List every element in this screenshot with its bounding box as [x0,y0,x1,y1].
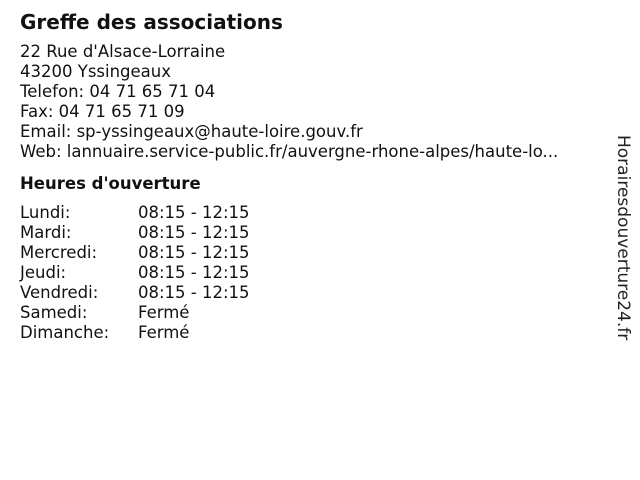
time-value: Fermé [138,323,190,342]
time-value: 08:15 - 12:15 [138,243,250,262]
street-address: 22 Rue d'Alsace-Lorraine [20,42,226,61]
business-card [20,9,610,343]
email-address: Email: sp-yssingeaux@haute-loire.gouv.fr [20,122,363,141]
time-value: 08:15 - 12:15 [138,283,250,302]
website-link: Web: lannuaire.service-public.fr/auvergne-rhone-alpes/haute-lo... [20,142,559,161]
hours-row-monday [20,203,610,223]
hours-row-friday [20,283,610,303]
site-watermark: Horairesdouverture24.fr [613,135,633,341]
time-value: 08:15 - 12:15 [138,263,250,282]
opening-hours-table [20,203,610,343]
time-value: 08:15 - 12:15 [138,203,250,222]
day-label: Dimanche: [20,323,110,342]
day-label: Vendredi: [20,283,99,302]
city-postal: 43200 Yssingeaux [20,62,172,81]
phone-number: Telefon: 04 71 65 71 04 [20,82,216,101]
day-label: Jeudi: [20,263,67,282]
page-title: Greffe des associations [20,10,283,34]
hours-row-saturday [20,303,610,323]
time-value: Fermé [138,303,190,322]
day-label: Mardi: [20,223,72,242]
day-label: Mercredi: [20,243,98,262]
fax-number: Fax: 04 71 65 71 09 [20,102,185,121]
opening-hours-heading: Heures d'ouverture [20,174,201,193]
day-label: Samedi: [20,303,88,322]
hours-row-tuesday [20,223,610,243]
day-label: Lundi: [20,203,71,222]
hours-row-thursday [20,263,610,283]
hours-row-wednesday [20,243,610,263]
hours-row-sunday [20,323,610,343]
time-value: 08:15 - 12:15 [138,223,250,242]
